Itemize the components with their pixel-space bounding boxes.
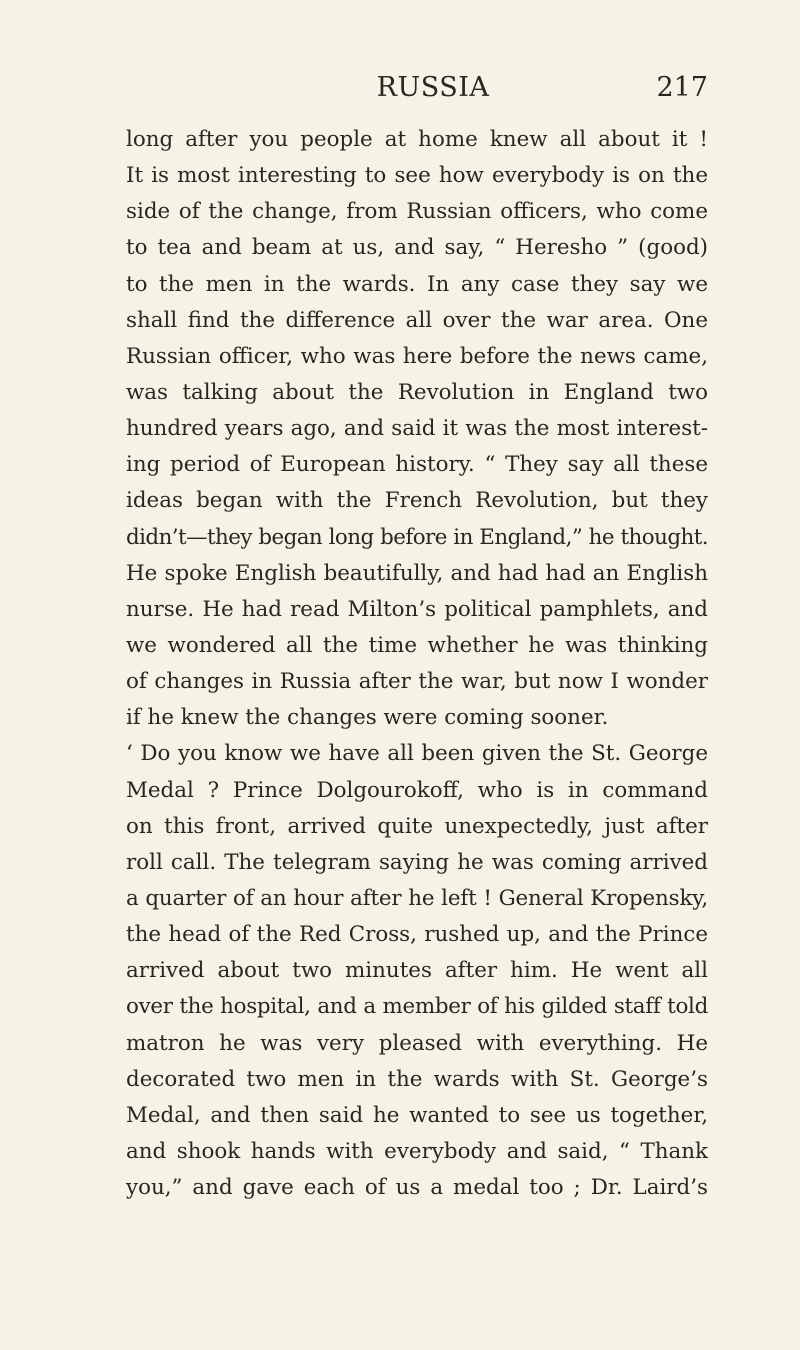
text-line: nurse. He had read Milton’s political pamphlets, and	[126, 596, 708, 622]
body-text	[126, 122, 708, 1206]
text-line: decorated two men in the wards with St. George’s	[126, 1066, 708, 1092]
text-line: arrived about two minutes after him. He went all	[126, 958, 708, 984]
text-line: ideas began with the French Revolution, but they	[126, 488, 708, 514]
text-line: and shook hands with everybody and said, “ Thank	[126, 1138, 708, 1164]
text-line: side of the change, from Russian officers, who come	[126, 199, 708, 225]
text-line: long after you people at home knew all about it !	[126, 127, 708, 152]
text-line: He spoke English beautifully, and had had an English	[126, 560, 708, 586]
text-line: of changes in Russia after the war, but now I wonder	[126, 669, 708, 695]
text-line: to the men in the wards. In any case they say we	[126, 271, 708, 297]
text-line: matron he was very pleased with everything. He	[126, 1030, 708, 1056]
text-line: Medal ? Prince Dolgourokoff, who is in command	[126, 777, 708, 803]
text-line: shall find the difference all over the war area. One	[126, 307, 708, 333]
running-head	[126, 72, 708, 112]
text-line: ‘ Do you know we have all been given the St. George	[126, 741, 708, 767]
text-line: hundred years ago, and said it was the most interest-	[126, 416, 708, 442]
text-line: you,” and gave each of us a medal too ; Dr. Laird’s	[126, 1175, 708, 1201]
text-line: the head of the Red Cross, rushed up, and the Prince	[126, 922, 708, 948]
text-line: didn’t—they began long before in England,” he thought.	[126, 524, 708, 550]
text-line: over the hospital, and a member of his gilded staff told	[126, 994, 708, 1020]
text-line: a quarter of an hour after he left ! General Kropensky,	[126, 885, 708, 911]
page-number: 217	[656, 72, 708, 103]
text-line: Russian officer, who was here before the news came,	[126, 343, 708, 369]
text-line: ing period of European history. “ They say all these	[126, 452, 708, 478]
text-line: roll call. The telegram saying he was coming arrived	[126, 849, 708, 875]
text-line: on this front, arrived quite unexpectedly, just after	[126, 813, 708, 839]
text-line: was talking about the Revolution in England two	[126, 379, 708, 405]
paragraph-end-line: if he knew the changes were coming sooner.	[126, 705, 609, 731]
text-line: Medal, and then said he wanted to see us together,	[126, 1102, 708, 1128]
text-line: to tea and beam at us, and say, “ Heresho ” (good)	[126, 235, 708, 261]
text-line: we wondered all the time whether he was thinking	[126, 632, 708, 658]
running-title: RUSSIA	[376, 72, 490, 103]
text-line: It is most interesting to see how everybody is on the	[126, 163, 708, 189]
